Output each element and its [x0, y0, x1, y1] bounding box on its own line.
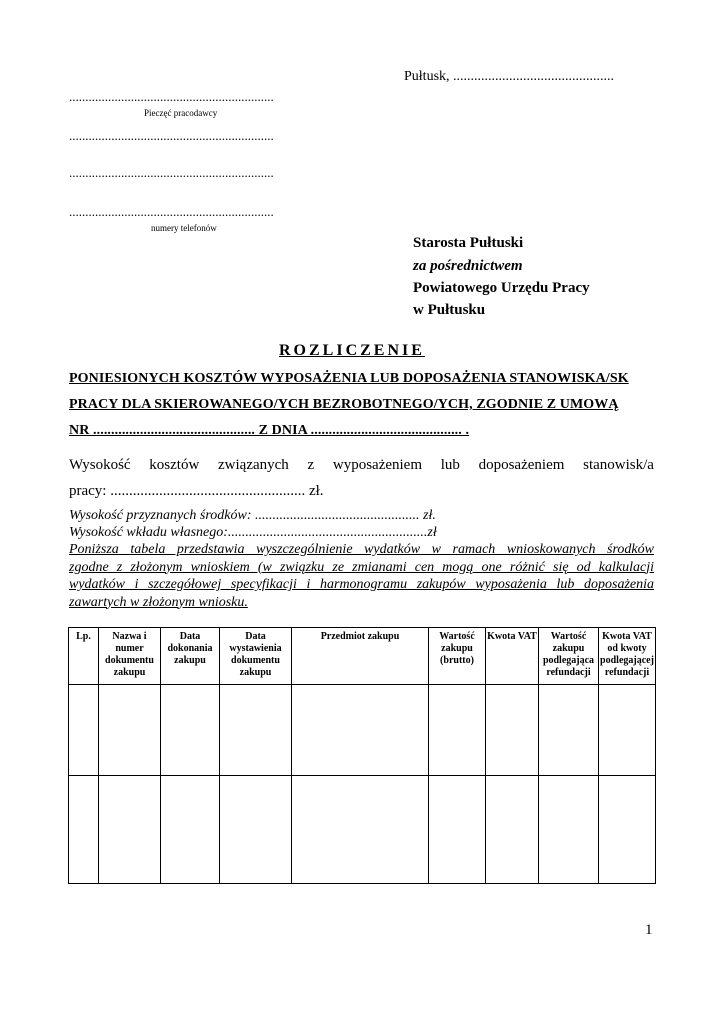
table-cell[interactable]: [220, 685, 292, 776]
heading-line-2: PRACY DLA SKIEROWANEGO/YCH BEZROBOTNEGO/YCH, ZGODNIE Z UMOWĄ: [69, 397, 619, 412]
costs-word: Wysokość: [69, 457, 131, 473]
table-row: [69, 685, 656, 776]
blank-line-2: ...............................................................: [69, 128, 274, 143]
table-cell[interactable]: [539, 685, 599, 776]
addressee-line-4: w Pułtusku: [413, 302, 486, 318]
costs-word: wyposażeniem: [332, 457, 423, 473]
table-cell[interactable]: [539, 776, 599, 884]
note-line-4: zawartych w złożonym wniosku.: [69, 594, 248, 610]
col-header-purchase-date: Data dokonania zakupu: [161, 628, 220, 685]
table-cell[interactable]: [99, 776, 161, 884]
col-header-issue-date: Data wystawienia dokumentu zakupu: [220, 628, 292, 685]
note-line-3: wydatków i szczegółowej specyfikacji i harmonogramu zakupów wyposażenia lub doposażenia: [69, 577, 654, 592]
table-cell[interactable]: [69, 685, 99, 776]
table-cell[interactable]: [99, 685, 161, 776]
blank-line-3: ...............................................................: [69, 165, 274, 180]
col-header-vat: Kwota VAT: [486, 628, 539, 685]
table-cell[interactable]: [599, 685, 656, 776]
costs-word: związanych: [218, 457, 289, 473]
employer-stamp-label: Pieczęć pracodawcy: [144, 108, 218, 118]
table-cell[interactable]: [161, 685, 220, 776]
heading-line-3: NR ............................................. Z DNIA .......................................... .: [69, 423, 470, 438]
phone-numbers-label: numery telefonów: [151, 223, 217, 233]
employer-stamp-line: ...............................................................: [69, 89, 274, 104]
costs-word: doposażeniem: [478, 457, 565, 473]
table-row: [69, 776, 656, 884]
costs-word: z: [307, 457, 315, 473]
heading-line-1: PONIESIONYCH KOSZTÓW WYPOSAŻENIA LUB DOPOSAŻENIA STANOWISKA/SK: [69, 371, 629, 386]
col-header-subject: Przedmiot zakupu: [292, 628, 429, 685]
granted-funds-line: Wysokość przyznanych środków: ............................................... zł.: [69, 508, 436, 523]
table-cell[interactable]: [486, 776, 539, 884]
costs-word: stanowisk/a: [583, 457, 654, 473]
table-cell[interactable]: [161, 776, 220, 884]
note-line-1: Poniższa tabela przedstawia wyszczególnienie wydatków w ramach wnioskowanych środków: [69, 542, 654, 557]
col-header-refund-value: Wartość zakupu podlegająca refundacji: [539, 628, 599, 685]
table-cell[interactable]: [69, 776, 99, 884]
table-cell[interactable]: [292, 776, 429, 884]
table-cell[interactable]: [486, 685, 539, 776]
table-cell[interactable]: [292, 685, 429, 776]
table-cell[interactable]: [429, 776, 486, 884]
col-header-lp: Lp.: [69, 628, 99, 685]
costs-word: kosztów: [149, 457, 200, 473]
addressee-line-2: za pośrednictwem: [413, 258, 523, 274]
costs-line-2: pracy: .................................................... zł.: [69, 483, 324, 499]
table-description-note: [69, 541, 654, 611]
note-line-2: zgodne z złożonym wnioskiem (w związku ze zmianami cen mogą one różnić się od kalkulacji: [69, 559, 654, 575]
table-header-row: [69, 628, 656, 685]
own-contribution-line: Wysokość wkładu własnego:.........................................................zł: [69, 525, 437, 540]
table-cell[interactable]: [220, 776, 292, 884]
addressee-line-1: Starosta Pułtuski: [413, 235, 524, 251]
expenses-table: [68, 627, 656, 884]
page-number: 1: [645, 922, 653, 938]
phone-numbers-line: ...............................................................: [69, 204, 274, 219]
addressee-line-3: Powiatowego Urzędu Pracy: [413, 280, 590, 296]
table-cell[interactable]: [599, 776, 656, 884]
col-header-refund-vat: Kwota VAT od kwoty podlegającej refundacji: [599, 628, 656, 685]
table-cell[interactable]: [429, 685, 486, 776]
costs-line-1: [69, 457, 654, 474]
col-header-document: Nazwa i numer dokumentu zakupu: [99, 628, 161, 685]
col-header-gross-value: Wartość zakupu (brutto): [429, 628, 486, 685]
place-date-line: Pułtusk, ..............................................: [404, 69, 615, 84]
document-title: ROZLICZENIE: [279, 342, 425, 359]
costs-word: lub: [440, 457, 460, 473]
